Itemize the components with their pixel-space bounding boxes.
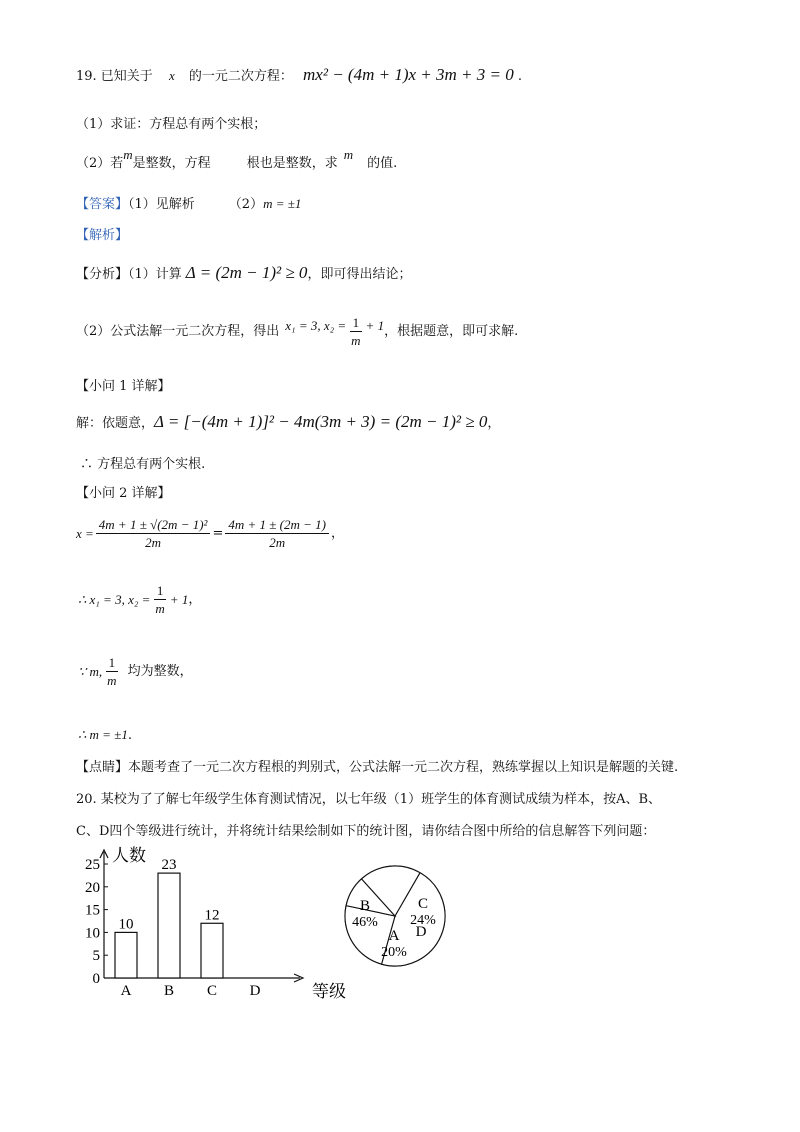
bar bbox=[201, 923, 223, 978]
fenxi-line1: 【分析】（1）计算 Δ = (2m − 1)² ≥ 0，即可得出结论； bbox=[76, 263, 412, 282]
bar bbox=[158, 873, 180, 978]
sub1-line1: 解：依题意，Δ = [−(4m + 1)]² − 4m(3m + 3) = (2m − 1)² ≥ 0， bbox=[76, 412, 501, 431]
pie-slice-percent: 20% bbox=[381, 945, 407, 960]
q19-part1: （1）求证：方程总有两个实根； bbox=[76, 117, 267, 132]
x-tick-label: B bbox=[163, 983, 175, 999]
pie-slice-percent: 46% bbox=[352, 915, 378, 930]
y-tick-label: 10 bbox=[85, 925, 100, 942]
x-tick-label: C bbox=[206, 983, 218, 999]
q20-line2: C、D四个等级进行统计，并将统计结果绘制如下的统计图，请你结合图中所给的信息解答下列问题： bbox=[76, 824, 656, 839]
y-tick-label: 15 bbox=[85, 902, 100, 919]
sub2-line1: x = $\frac{\text{4m + 1 ± √(2m − 1)²}}{2m}$ = $\frac{4m + 1 \pm (2m - 1)}{2m}$ ， bbox=[76, 517, 344, 550]
q20-line1: 20. 某校为了了解七年级学生体育测试情况，以七年级（1）班学生的体育测试成绩为样本，按A、B、 bbox=[76, 792, 662, 807]
bar bbox=[115, 932, 137, 978]
bar-value-label: 23 bbox=[161, 857, 177, 874]
sub1-title: 【小问 1 详解】 bbox=[76, 379, 171, 394]
x-axis-label: 等级 bbox=[312, 982, 346, 1001]
y-axis-label: 人数 bbox=[112, 846, 146, 865]
sub2-line2: ∴ x₁ = 3, x₂ = $\frac{1}{m}$ + 1 ， bbox=[78, 583, 202, 616]
fraction: $\frac{\text{4m + 1 ± √(2m − 1)²}}{2m}$ bbox=[96, 518, 211, 549]
pie-slice-label: B bbox=[359, 898, 371, 914]
fraction: $\frac{4m + 1 \pm (2m - 1)}{2m}$ bbox=[225, 518, 329, 549]
bar-value-label: 12 bbox=[204, 907, 220, 924]
pie-slice-label: D bbox=[415, 924, 427, 940]
pie-slice-percent: 24% bbox=[410, 913, 436, 928]
pie-chart bbox=[335, 858, 455, 978]
fenxi-line2: （2）公式法解一元二次方程，得出 x₁ = 3, x₂ = $\frac{1}{m}$ + 1 ，根据题意，即可求解. bbox=[76, 315, 519, 348]
analysis-tag: 【解析】 bbox=[76, 228, 129, 243]
y-tick-label: 0 bbox=[92, 971, 100, 987]
q19-equation: mx² − (4m + 1)x + 3m + 3 = 0 bbox=[303, 65, 514, 84]
x-tick-label: A bbox=[120, 983, 132, 999]
y-tick-label: 20 bbox=[85, 879, 100, 896]
sub2-line4: ∴ m = ±1. bbox=[78, 727, 132, 743]
y-tick-label: 5 bbox=[92, 948, 100, 965]
y-tick-label: 25 bbox=[85, 857, 100, 873]
fraction: $\frac{1}{m}$ bbox=[107, 655, 117, 688]
pie-slice-label: C bbox=[417, 896, 429, 912]
q19-stem: 19. 已知关于 x 的一元二次方程： mx² − (4m + 1)x + 3m + 3 = 0 . bbox=[76, 65, 523, 84]
pie-slice-label: A bbox=[388, 928, 400, 944]
dianjing-line: 【点睛】本题考查了一元二次方程根的判别式，公式法解一元二次方程，熟练掌握以上知识是解题的关键. bbox=[76, 760, 679, 775]
bar-value-label: 10 bbox=[118, 916, 134, 933]
fraction: $\frac{1}{m}$ bbox=[351, 315, 361, 348]
bar-chart bbox=[72, 842, 352, 1002]
sub2-title: 【小问 2 详解】 bbox=[76, 486, 171, 501]
x-tick-label: D bbox=[249, 983, 261, 999]
fraction: $\frac{1}{m}$ bbox=[155, 583, 165, 616]
sub1-line2: ∴ 方程总有两个实根. bbox=[80, 457, 206, 472]
answer-line: 【答案】（1）见解析 （2）m = ±1 bbox=[76, 196, 302, 212]
sub2-line3: ∵ m, $\frac{1}{m}$ 均为整数， bbox=[78, 655, 193, 688]
q19-part2: （2）若m是整数，方程 根也是整数，求m的值. bbox=[76, 147, 398, 171]
